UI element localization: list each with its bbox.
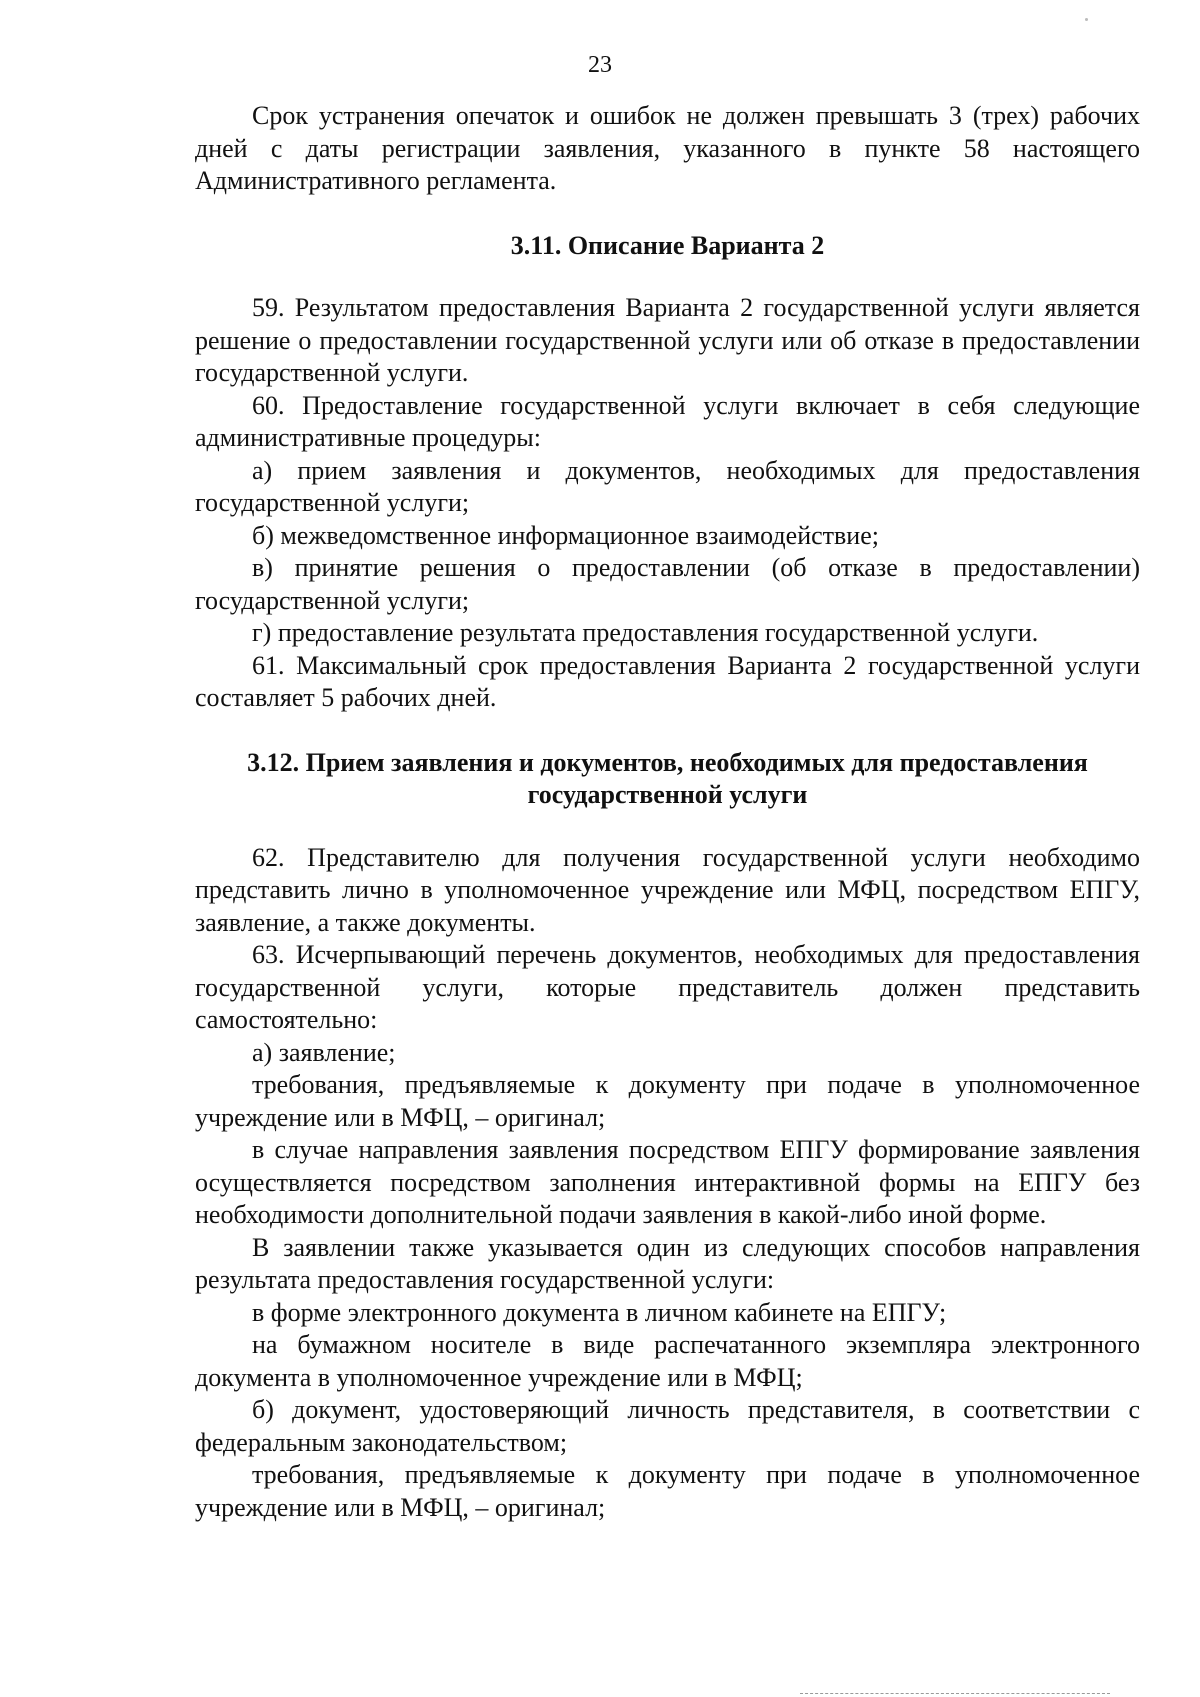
paragraph-59: 59. Результатом предоставления Варианта 2 государственной услуги является решение о предоставлении государственной услуги или об отказе в предоставлении государственной услуги. — [195, 293, 1140, 387]
list-item-b: б) межведомственное информационное взаимодействие; — [252, 520, 879, 550]
section-heading-3-12-line1: 3.12. Прием заявления и документов, необходимых для предоставления — [247, 747, 1088, 777]
paragraph: В заявлении также указывается один из следующих способов направления результата предоставления государственной услуги: — [195, 1232, 1140, 1294]
list-item-b: б) документ, удостоверяющий личность представителя, в соответствии с федеральным законодательством; — [195, 1395, 1140, 1457]
section-heading-3-11: 3.11. Описание Варианта 2 — [510, 230, 825, 260]
scan-artifact — [1085, 18, 1088, 21]
paragraph: на бумажном носителе в виде распечатанного экземпляра электронного документа в уполномоченное учреждение или в МФЦ; — [195, 1330, 1140, 1392]
paragraph-60: 60. Предоставление государственной услуги включает в себя следующие административные процедуры: — [195, 390, 1140, 452]
paragraph-61: 61. Максимальный срок предоставления Варианта 2 государственной услуги составляет 5 рабочих дней. — [195, 650, 1140, 712]
section-heading-3-12-line2: государственной услуги — [527, 780, 808, 809]
scan-artifact — [800, 1693, 1110, 1697]
list-item-a: а) заявление; — [252, 1037, 396, 1067]
list-item-a: а) прием заявления и документов, необходимых для предоставления государственной услуги; — [195, 455, 1140, 517]
paragraph: требования, предъявляемые к документу при подаче в уполномоченное учреждение или в МФЦ, – оригинал; — [195, 1460, 1140, 1522]
paragraph: Срок устранения опечаток и ошибок не должен превышать 3 (трех) рабочих дней с даты регистрации заявления, указанного в пункте 58 настоящего Административного регламента. — [195, 101, 1140, 195]
paragraph: в форме электронного документа в личном кабинете на ЕПГУ; — [252, 1297, 947, 1327]
page-number: 23 — [588, 52, 612, 78]
document-body — [195, 100, 1140, 1524]
paragraph: в случае направления заявления посредством ЕПГУ формирование заявления осуществляется посредством заполнения интерактивной формы на ЕПГУ без необходимости дополнительной подачи заявления в какой-либо иной форме. — [195, 1135, 1140, 1229]
paragraph-63: 63. Исчерпывающий перечень документов, необходимых для предоставления государственной услуги, которые представитель должен представить самостоятельно: — [195, 940, 1140, 1034]
list-item-g: г) предоставление результата предоставления государственной услуги. — [252, 618, 1039, 647]
list-item-v: в) принятие решения о предоставлении (об отказе в предоставлении) государственной услуги; — [195, 553, 1140, 615]
paragraph-62: 62. Представителю для получения государственной услуги необходимо представить лично в уполномоченное учреждение или МФЦ, посредством ЕПГУ, заявление, а также документы. — [195, 842, 1140, 937]
paragraph: требования, предъявляемые к документу при подаче в уполномоченное учреждение или в МФЦ, – оригинал; — [195, 1070, 1140, 1132]
